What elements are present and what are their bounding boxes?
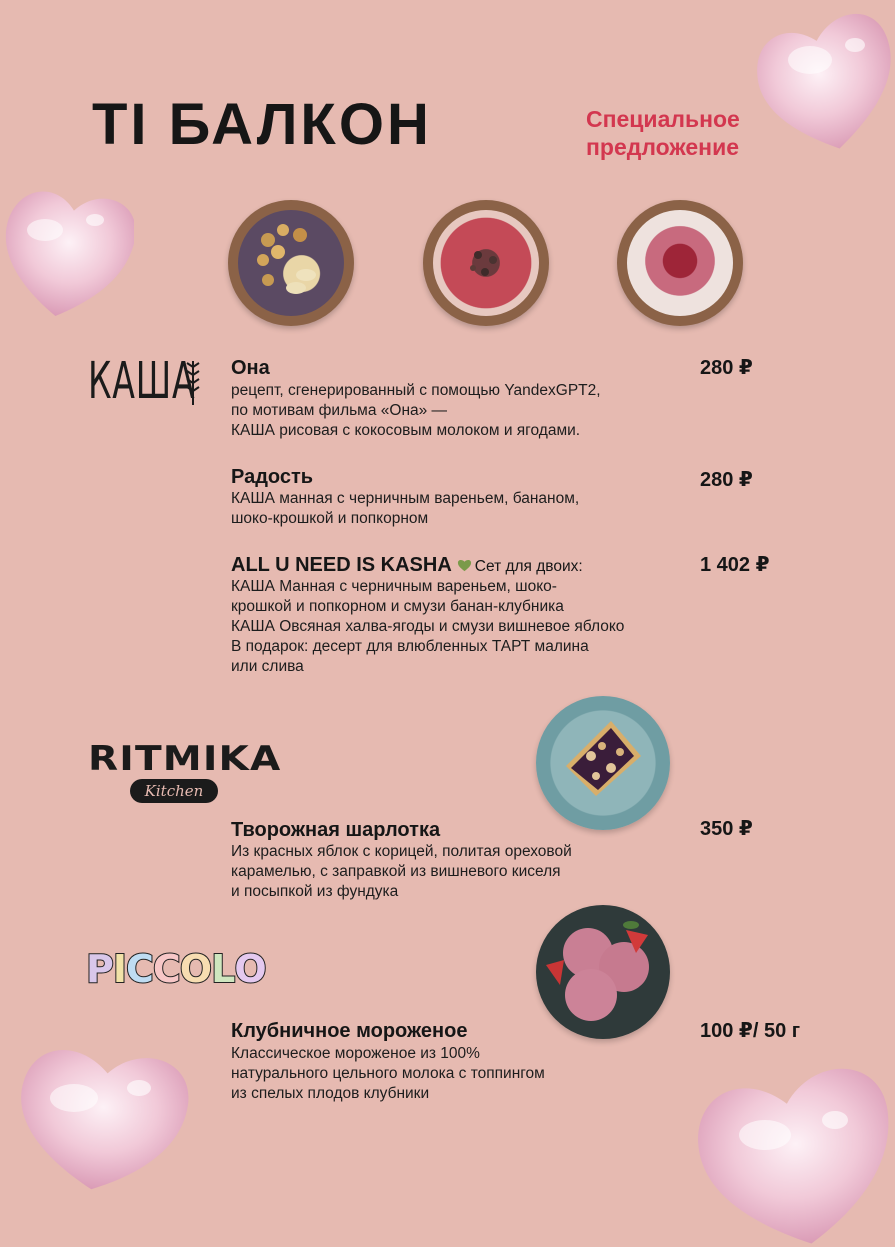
wheat-icon <box>185 357 201 407</box>
menu-item-description: Классическое мороженое из 100% натурального цельного молока с топпингом из спелых плодов клубники <box>231 1045 545 1102</box>
piccolo-logo: PICCOLO <box>86 947 266 991</box>
menu-item-description: рецепт, сгенерированный с помощью YandexGPT2, по мотивам фильма «Она» — КАША рисовая с кокосовым молоком и ягодами. <box>231 382 601 439</box>
brand-title: TI БАЛКОН <box>92 92 432 157</box>
heart-candy-icon <box>0 175 134 320</box>
heart-candy-icon <box>695 1045 895 1247</box>
menu-item-price: 280 ₽ <box>700 357 753 379</box>
menu-item-title: Радость <box>231 466 314 488</box>
green-heart-icon <box>457 558 472 573</box>
ritmika-logo: RITMIKA <box>88 739 282 779</box>
heart-candy-icon <box>14 1028 190 1193</box>
menu-item-price: 100 ₽/ 50 г <box>700 1020 801 1042</box>
heart-candy-icon <box>755 0 895 152</box>
ice-cream-plate-image <box>536 905 670 1039</box>
menu-item-description: Из красных яблок с корицей, политая ореховой карамелью, с заправкой из вишневого киселя и посыпкой из фундука <box>231 843 572 900</box>
porridge-bowl-image <box>423 200 549 326</box>
menu-item-title: ALL U NEED IS KASHA Сет для двоих: <box>231 554 583 576</box>
menu-item-description: КАША манная с черничным вареньем, бананом, шоко-крошкой и попкорном <box>231 490 580 527</box>
special-offer-label: Специальное предложение <box>586 106 740 160</box>
menu-item-description: КАША Манная с черничным вареньем, шоко- крошкой и попкорном и смузи банан-клубника КАША Овсяная халва-ягоды и смузи вишневое яблоко В подарок: десерт для влюбленных ТАРТ малина или слива <box>231 578 625 675</box>
menu-item-price: 350 ₽ <box>700 818 753 840</box>
charlotte-plate-image <box>536 696 670 830</box>
porridge-bowl-image <box>617 200 743 326</box>
menu-item-title: Творожная шарлотка <box>231 819 441 841</box>
menu-item-price: 1 402 ₽ <box>700 554 770 576</box>
menu-item-title: Клубничное мороженое <box>231 1020 468 1042</box>
ritmika-kitchen-badge: Kitchen <box>130 779 218 803</box>
kasha-logo: КАША <box>88 350 196 410</box>
porridge-bowl-image <box>228 200 354 326</box>
menu-item-price: 280 ₽ <box>700 469 753 491</box>
menu-item-title: Она <box>231 357 270 379</box>
